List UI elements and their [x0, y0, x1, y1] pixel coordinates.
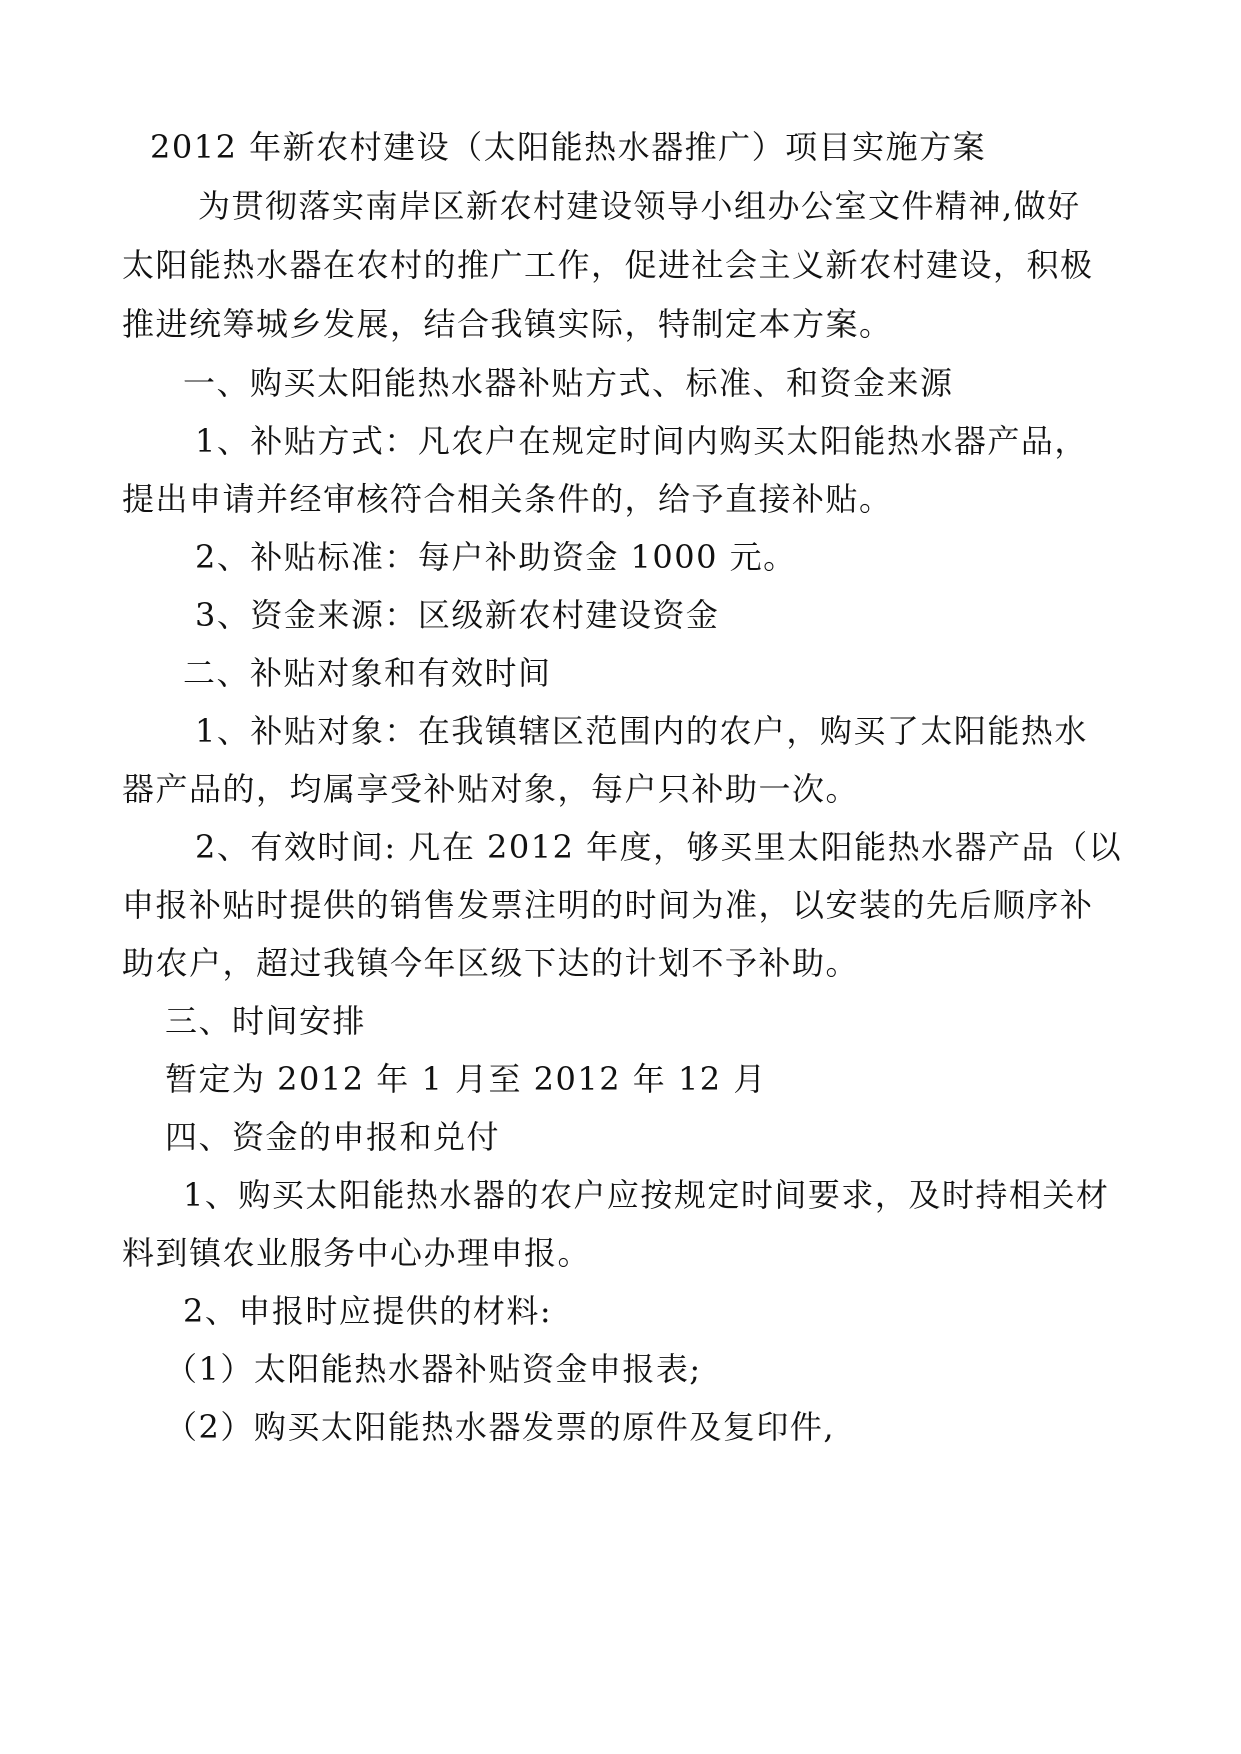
section-2-item-2-line-3: 助农户，超过我镇今年区级下达的计划不予补助。: [122, 944, 860, 982]
section-1-item-2: 2、补贴标准：每户补助资金 1000 元。: [195, 538, 797, 576]
section-2-item-2-line-1: 2、有效时间: 凡在 2012 年度，够买里太阳能热水器产品（以: [195, 828, 1123, 866]
intro-line-3: 推进统筹城乡发展，结合我镇实际，特制定本方案。: [122, 305, 893, 343]
section-2-item-2-line-2: 申报补贴时提供的销售发票注明的时间为准，以安装的先后顺序补: [122, 886, 1094, 924]
section-1-heading: 一、购买太阳能热水器补贴方式、标准、和资金来源: [183, 364, 954, 402]
document-title: 2012 年新农村建设（太阳能热水器推广）项目实施方案: [150, 128, 987, 166]
section-1-item-3: 3、资金来源：区级新农村建设资金: [195, 596, 720, 634]
section-2-heading: 二、补贴对象和有效时间: [183, 654, 552, 692]
section-4-item-1-line-1: 1、购买太阳能热水器的农户应按规定时间要求，及时持相关材: [183, 1176, 1110, 1214]
section-2-item-1-line-2: 器产品的，均属享受补贴对象，每户只补助一次。: [122, 770, 860, 808]
section-1-item-1-line-1: 1、补贴方式：凡农户在规定时间内购买太阳能热水器产品，: [195, 422, 1088, 460]
section-2-item-1-line-1: 1、补贴对象：在我镇辖区范围内的农户，购买了太阳能热水: [195, 712, 1088, 750]
section-4-sub-item-2: （2）购买太阳能热水器发票的原件及复印件,: [165, 1408, 836, 1446]
intro-line-2: 太阳能热水器在农村的推广工作，促进社会主义新农村建设，积极: [122, 246, 1094, 284]
section-4-sub-item-1: （1）太阳能热水器补贴资金申报表;: [165, 1350, 702, 1388]
section-3-content: 暂定为 2012 年 1 月至 2012 年 12 月: [165, 1060, 767, 1098]
intro-line-1: 为贯彻落实南岸区新农村建设领导小组办公室文件精神,做好: [198, 187, 1081, 225]
section-4-item-2: 2、申报时应提供的材料:: [183, 1292, 553, 1330]
section-3-heading: 三、时间安排: [165, 1002, 367, 1040]
section-4-item-1-line-2: 料到镇农业服务中心办理申报。: [122, 1234, 592, 1272]
section-1-item-1-line-2: 提出申请并经审核符合相关条件的，给予直接补贴。: [122, 480, 893, 518]
section-4-heading: 四、资金的申报和兑付: [165, 1118, 501, 1156]
